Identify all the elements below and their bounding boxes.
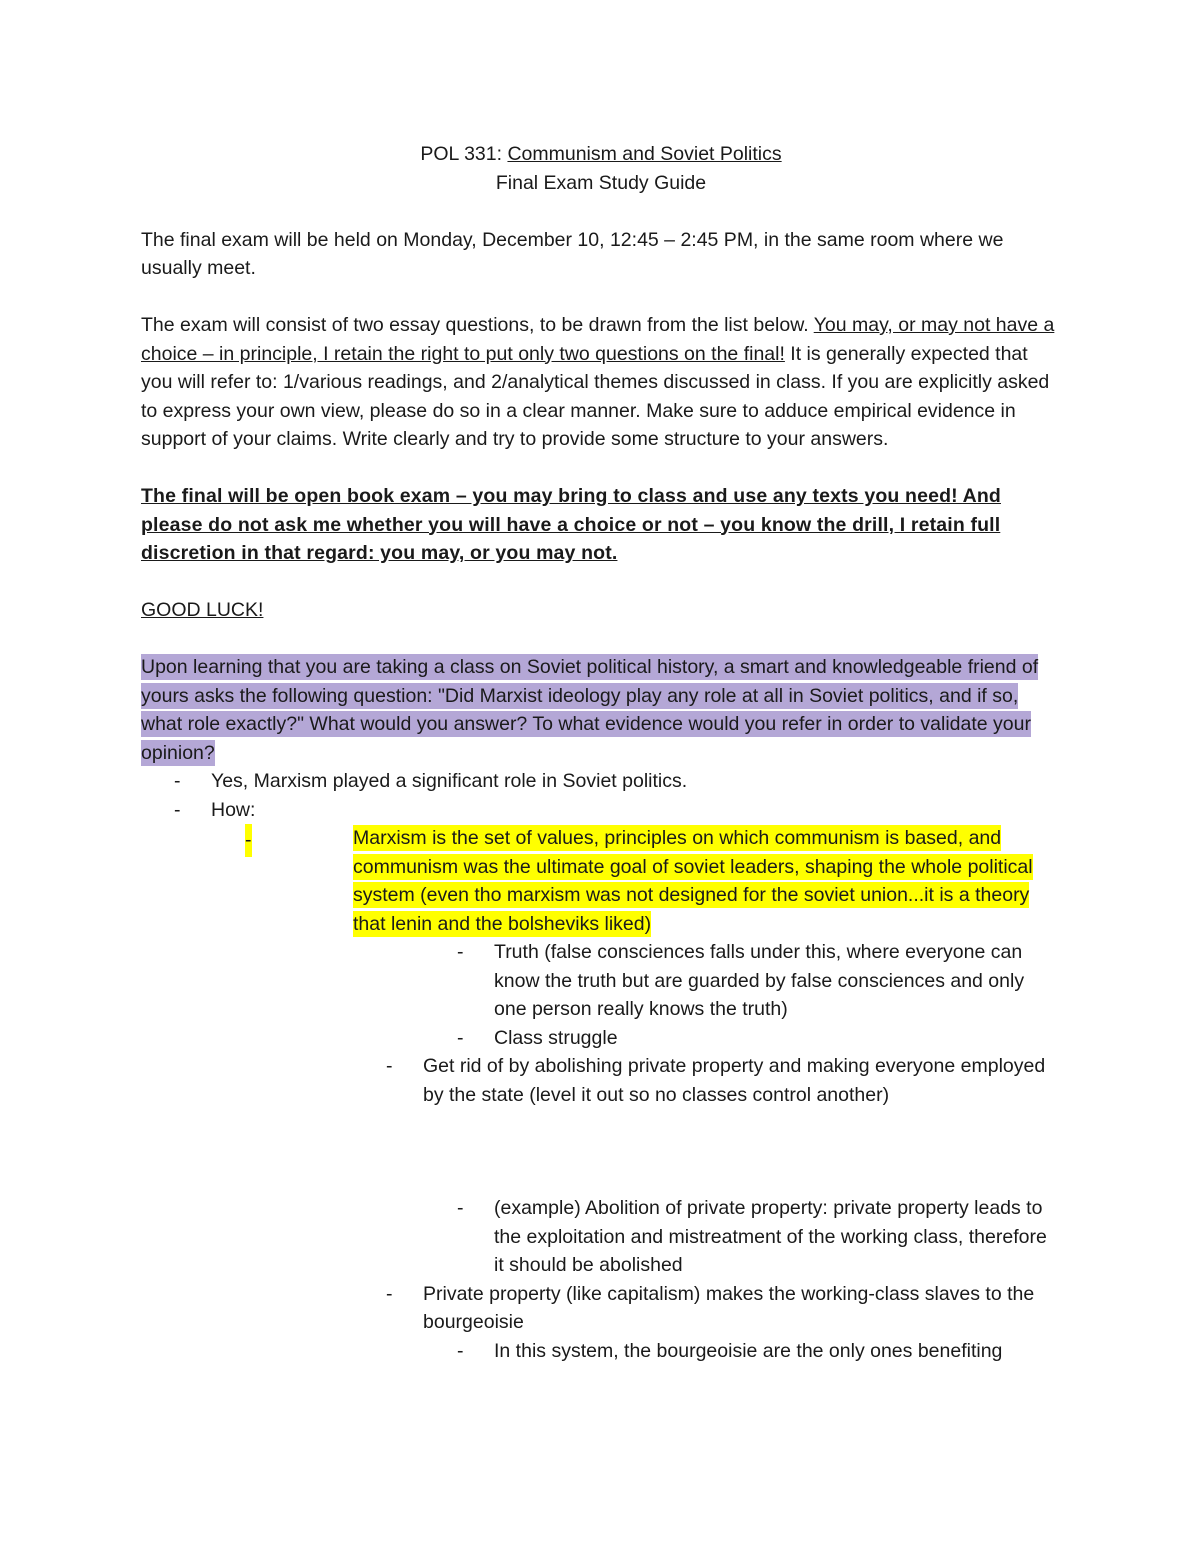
bullet-dash: -	[245, 824, 252, 857]
bullet-dash: -	[457, 1026, 464, 1049]
bullet-dash: -	[457, 941, 464, 963]
list-item-text: Marxism is the set of values, principles on which communism is based, and communism was the ultimate goal of soviet leaders, shaping the whole political system (even tho marxism was not designed for the soviet union...it is a theory that lenin and the bolsheviks liked)	[353, 827, 1033, 935]
exam-format-paragraph	[141, 311, 1061, 454]
bullet-dash: -	[457, 1339, 464, 1362]
list-item-text: In this system, the bourgeoisie are the only ones benefiting	[494, 1339, 1003, 1362]
list-item-text: Yes, Marxism played a significant role in Soviet politics.	[211, 770, 688, 792]
exam-time-paragraph: The final exam will be held on Monday, December 10, 12:45 – 2:45 PM, in the same room where we usually meet.	[141, 228, 1004, 279]
essay-question	[141, 653, 1061, 767]
bullet-dash: -	[174, 770, 181, 792]
bullet-dash: -	[386, 1282, 393, 1305]
list-item-text: Private property (like capitalism) makes the working-class slaves to the bourgeoisie	[423, 1282, 1035, 1333]
bullet-dash: -	[386, 1055, 393, 1077]
page-subtitle: Final Exam Study Guide	[495, 171, 707, 194]
exam-format-rest: It is generally expected that you will refer to: 1/various readings, and 2/analytical themes discussed in class. If you are explicitly asked to express your own view, please do so in a clear manner. Make sure to adduce empirical evidence in support of your claims. Write clearly and try to provide some structure to your answers.	[141, 342, 1050, 450]
list-item	[141, 1280, 1061, 1337]
list-item	[141, 796, 1061, 825]
list-item-text: Truth (false consciences falls under this, where everyone can know the truth but are guarded by false consciences and only one person really knows the truth)	[494, 941, 1025, 1020]
list-item-text: (example) Abolition of private property: private property leads to the exploitation and mistreatment of the working class, therefore it should be abolished	[494, 1197, 1047, 1276]
list-item	[141, 767, 1061, 796]
list-item-text: Class struggle	[494, 1026, 618, 1049]
essay-question-text: Upon learning that you are taking a class on Soviet political history, a smart and knowledgeable friend of yours asks the following question: "Did Marxist ideology play any role at all in Soviet politics, and if so, what role exactly?" What would you answer? To what evidence would you refer in order to validate your opinion?	[141, 656, 1039, 764]
list-item-text: How:	[211, 798, 256, 821]
course-title: Communism and Soviet Politics	[507, 143, 782, 165]
list-item	[141, 1337, 1061, 1366]
course-heading	[141, 140, 1061, 169]
bullet-dash: -	[457, 1197, 464, 1219]
list-item	[141, 1194, 1061, 1280]
list-item	[141, 938, 1061, 1024]
course-code: POL 331:	[420, 143, 503, 165]
open-book-notice: The final will be open book exam – you may bring to class and use any texts you need! And please do not ask me whether you will have a choice or not – you know the drill, I retain full discretion in that regard: you may, or you may not.	[141, 485, 1001, 564]
list-item	[141, 824, 1061, 938]
list-item	[141, 1052, 1061, 1109]
good-luck: GOOD LUCK!	[141, 599, 264, 621]
document-page	[141, 140, 1061, 1365]
bullet-dash: -	[174, 798, 181, 821]
list-item	[141, 1024, 1061, 1053]
exam-format-choice-note: You may, or may not have a choice – in principle, I retain the right to put only two questions on the final!	[141, 314, 1055, 365]
list-item-text: Get rid of by abolishing private property and making everyone employed by the state (level it out so no classes control another)	[423, 1055, 1046, 1106]
exam-format-lead: The exam will consist of two essay questions, to be drawn from the list below.	[141, 314, 814, 336]
